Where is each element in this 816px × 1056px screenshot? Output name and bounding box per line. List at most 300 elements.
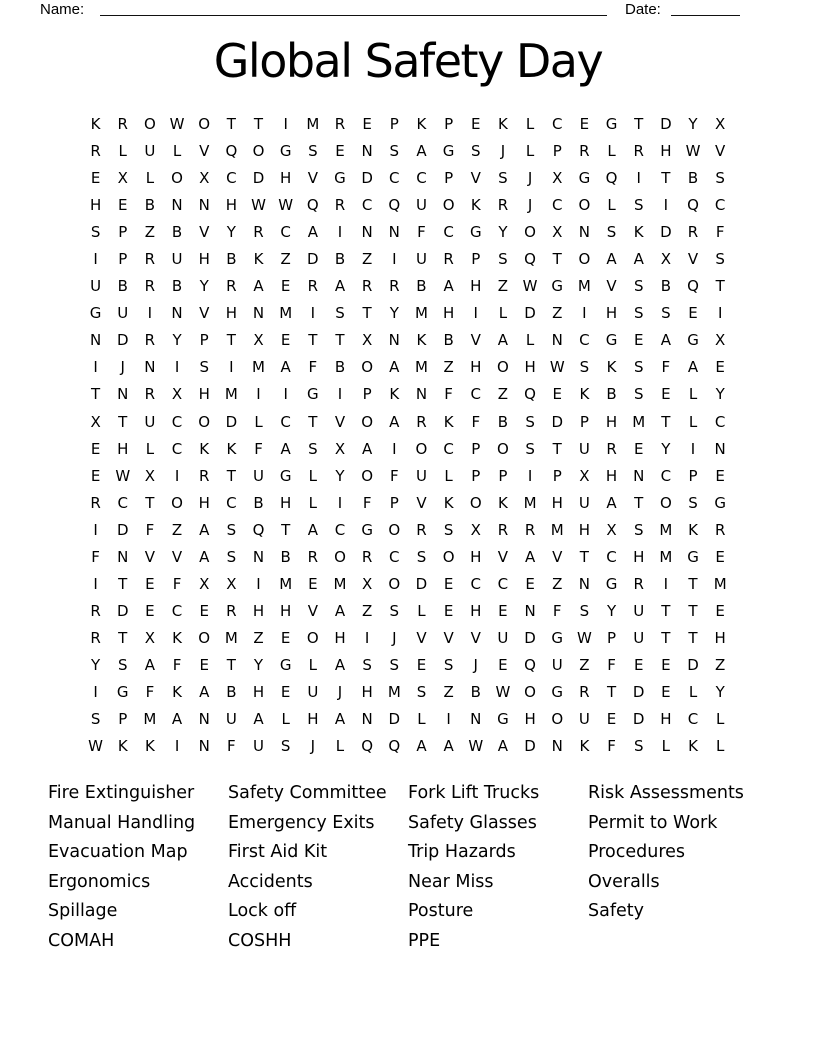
- grid-cell: H: [470, 277, 482, 296]
- grid-cell: W: [278, 196, 294, 215]
- grid-cell: M: [632, 412, 646, 431]
- grid-cell: K: [633, 223, 644, 242]
- grid-cell: E: [688, 304, 698, 323]
- grid-cell: H: [605, 466, 618, 485]
- grid-cell: H: [714, 628, 726, 647]
- grid-cell: P: [389, 493, 399, 512]
- grid-cell: F: [389, 466, 399, 485]
- grid-cell: N: [551, 737, 563, 756]
- grid-cell: K: [117, 737, 128, 756]
- grid-cell: S: [498, 250, 508, 269]
- grid-cell: R: [416, 520, 427, 539]
- grid-cell: C: [470, 385, 481, 404]
- grid-cell: A: [497, 737, 509, 756]
- grid-cell: U: [171, 250, 183, 269]
- grid-cell: L: [254, 412, 263, 431]
- grid-cell: N: [388, 331, 400, 350]
- grid-cell: F: [607, 655, 616, 674]
- grid-cell: X: [144, 628, 156, 647]
- grid-cell: S: [633, 520, 644, 539]
- grid-cell: B: [334, 358, 346, 377]
- grid-cell: S: [633, 358, 644, 377]
- grid-cell: H: [334, 628, 346, 647]
- grid-cell: G: [469, 223, 482, 242]
- grid-cell: T: [226, 466, 236, 485]
- grid-cell: A: [199, 520, 210, 539]
- grid-cell: I: [392, 250, 397, 269]
- grid-cell: F: [607, 737, 616, 756]
- grid-cell: Q: [524, 385, 536, 404]
- grid-cell: Y: [661, 439, 671, 458]
- grid-cell: H: [660, 142, 672, 161]
- grid-cell: Q: [388, 196, 401, 215]
- grid-cell: V: [416, 628, 427, 647]
- grid-cell: T: [552, 439, 562, 458]
- grid-cell: V: [171, 547, 183, 566]
- grid-cell: A: [606, 493, 617, 512]
- grid-cell: E: [525, 574, 535, 593]
- grid-cell: L: [607, 196, 616, 215]
- grid-cell: T: [308, 412, 318, 431]
- grid-cell: Z: [552, 304, 563, 323]
- grid-cell: D: [660, 223, 672, 242]
- grid-cell: L: [308, 466, 317, 485]
- grid-cell: S: [633, 277, 644, 296]
- grid-cell: O: [143, 115, 156, 134]
- grid-cell: K: [90, 115, 101, 134]
- grid-cell: E: [280, 331, 291, 350]
- grid-cell: H: [470, 547, 482, 566]
- grid-cell: U: [253, 737, 264, 756]
- grid-cell: J: [473, 655, 478, 674]
- grid-cell: C: [171, 601, 183, 620]
- grid-cell: O: [524, 223, 536, 242]
- grid-cell: Q: [605, 169, 618, 188]
- grid-cell: L: [444, 466, 453, 485]
- grid-cell: N: [578, 574, 590, 593]
- grid-cell: K: [606, 358, 617, 377]
- grid-cell: O: [524, 683, 536, 701]
- grid-cell: E: [633, 655, 644, 674]
- grid-cell: H: [252, 601, 265, 620]
- grid-cell: M: [550, 520, 564, 539]
- grid-cell: E: [606, 710, 617, 729]
- grid-cell: L: [308, 655, 317, 674]
- grid-cell: V: [470, 169, 481, 188]
- grid-cell: N: [171, 196, 183, 215]
- grid-cell: V: [552, 547, 563, 566]
- grid-cell: O: [388, 574, 401, 593]
- grid-cell: C: [714, 412, 726, 431]
- grid-cell: M: [659, 520, 673, 539]
- grid-cell: R: [226, 277, 237, 296]
- grid-cell: B: [660, 277, 671, 296]
- grid-cell: L: [281, 710, 290, 729]
- grid-cell: Z: [552, 574, 563, 593]
- grid-cell: Y: [606, 601, 617, 620]
- grid-cell: O: [361, 358, 374, 377]
- grid-cell: S: [633, 304, 644, 323]
- grid-cell: C: [551, 115, 563, 134]
- grid-cell: H: [225, 304, 237, 323]
- grid-cell: T: [606, 683, 617, 701]
- grid-cell: K: [226, 439, 237, 458]
- grid-cell: G: [605, 115, 618, 134]
- grid-cell: U: [415, 250, 427, 269]
- fill-in-header: [40, 0, 776, 20]
- grid-cell: A: [524, 547, 536, 566]
- grid-cell: X: [117, 169, 128, 188]
- grid-cell: E: [145, 574, 155, 593]
- grid-cell: K: [688, 737, 698, 756]
- grid-cell: Q: [687, 277, 699, 296]
- word-list-item: Safety Glasses: [408, 812, 537, 833]
- grid-cell: R: [144, 277, 156, 296]
- grid-cell: L: [688, 385, 698, 404]
- word-column: [408, 779, 539, 957]
- grid-cell: H: [198, 493, 210, 512]
- grid-cell: R: [443, 250, 454, 269]
- grid-cell: X: [90, 412, 101, 431]
- grid-cell: N: [361, 142, 373, 161]
- grid-cell: S: [389, 142, 400, 161]
- grid-cell: X: [253, 331, 264, 350]
- grid-cell: T: [661, 628, 671, 647]
- grid-cell: C: [443, 223, 454, 242]
- grid-cell: G: [687, 547, 699, 566]
- grid-cell: S: [688, 493, 698, 512]
- grid-cell: M: [659, 547, 673, 566]
- grid-cell: G: [307, 385, 319, 404]
- grid-cell: O: [442, 547, 455, 566]
- grid-cell: Y: [199, 277, 209, 296]
- grid-cell: C: [280, 412, 291, 431]
- grid-cell: O: [252, 142, 265, 161]
- grid-cell: A: [280, 439, 291, 458]
- grid-cell: T: [688, 601, 698, 620]
- word-list-item: Risk Assessments: [588, 783, 744, 803]
- grid-cell: R: [361, 547, 373, 566]
- grid-cell: R: [416, 412, 427, 431]
- grid-cell: A: [497, 331, 509, 350]
- grid-cell: I: [256, 574, 261, 593]
- grid-cell: Q: [252, 520, 265, 539]
- grid-cell: G: [687, 331, 699, 350]
- grid-cell: K: [579, 385, 590, 404]
- grid-cell: I: [717, 304, 723, 323]
- grid-cell: V: [416, 493, 427, 512]
- grid-cell: C: [361, 196, 373, 215]
- grid-cell: G: [497, 710, 509, 729]
- grid-cell: S: [443, 520, 454, 539]
- grid-cell: M: [414, 304, 428, 323]
- grid-cell: I: [256, 385, 261, 404]
- grid-cell: M: [414, 358, 428, 377]
- grid-cell: D: [225, 412, 238, 431]
- grid-cell: E: [552, 385, 562, 404]
- grid-cell: Z: [579, 655, 590, 674]
- grid-cell: K: [416, 115, 427, 134]
- grid-cell: R: [687, 223, 699, 242]
- word-list-item: PPE: [408, 930, 441, 951]
- grid-cell: A: [687, 358, 699, 377]
- word-list-item: Procedures: [588, 842, 686, 863]
- grid-cell: H: [524, 710, 536, 729]
- grid-cell: T: [90, 385, 101, 404]
- grid-cell: E: [579, 115, 590, 134]
- grid-cell: S: [633, 385, 644, 404]
- grid-cell: B: [144, 196, 156, 215]
- grid-cell: U: [415, 466, 427, 485]
- grid-cell: L: [525, 142, 535, 161]
- grid-cell: I: [663, 574, 669, 593]
- grid-cell: L: [498, 304, 508, 323]
- grid-cell: E: [661, 385, 671, 404]
- grid-cell: H: [280, 601, 292, 620]
- grid-cell: B: [606, 385, 617, 404]
- grid-cell: E: [471, 115, 481, 134]
- grid-cell: P: [118, 223, 128, 242]
- grid-cell: U: [578, 439, 590, 458]
- grid-cell: H: [280, 493, 292, 512]
- grid-cell: S: [633, 737, 644, 756]
- grid-cell: H: [633, 547, 645, 566]
- word-list-item: Spillage: [48, 901, 118, 922]
- word-column: [228, 779, 387, 957]
- grid-cell: M: [387, 683, 401, 701]
- word-list-item: Accidents: [228, 871, 313, 892]
- grid-cell: U: [144, 142, 156, 161]
- grid-cell: X: [470, 520, 481, 539]
- grid-cell: C: [334, 520, 346, 539]
- grid-cell: O: [334, 547, 346, 566]
- grid-cell: E: [443, 601, 454, 620]
- date-fill-line: [671, 15, 740, 16]
- grid-cell: O: [659, 493, 672, 512]
- grid-cell: H: [117, 439, 129, 458]
- grid-cell: R: [90, 493, 101, 512]
- grid-cell: O: [361, 412, 374, 431]
- word-list-item: Trip Hazards: [408, 842, 516, 863]
- grid-cell: C: [687, 710, 699, 729]
- grid-cell: L: [525, 115, 535, 134]
- grid-cell: W: [251, 196, 266, 215]
- grid-cell: C: [171, 412, 183, 431]
- grid-cell: X: [199, 574, 210, 593]
- grid-cell: Q: [524, 250, 536, 269]
- grid-cell: Y: [688, 115, 698, 134]
- grid-cell: O: [361, 466, 374, 485]
- grid-cell: X: [199, 169, 210, 188]
- grid-cell: X: [579, 466, 590, 485]
- grid-cell: I: [337, 223, 343, 242]
- grid-cell: W: [169, 115, 185, 134]
- grid-cell: U: [117, 304, 129, 323]
- grid-cell: N: [361, 223, 373, 242]
- grid-cell: H: [605, 304, 618, 323]
- word-list-item: Near Miss: [408, 871, 494, 892]
- grid-cell: R: [606, 439, 617, 458]
- grid-cell: M: [523, 493, 537, 512]
- grid-cell: T: [661, 601, 671, 620]
- grid-cell: S: [226, 547, 237, 566]
- grid-cell: R: [198, 466, 210, 485]
- grid-cell: E: [308, 574, 318, 593]
- word-list-item: Safety Committee: [228, 783, 387, 803]
- grid-cell: S: [226, 520, 237, 539]
- grid-cell: T: [661, 169, 671, 188]
- grid-cell: U: [253, 466, 264, 485]
- grid-cell: P: [444, 115, 454, 134]
- grid-cell: E: [90, 169, 101, 188]
- grid-cell: R: [579, 683, 590, 701]
- grid-cell: N: [578, 223, 590, 242]
- grid-cell: T: [118, 574, 128, 593]
- grid-cell: C: [226, 169, 237, 188]
- word-list-item: Fire Extinguisher: [48, 783, 195, 803]
- grid-cell: O: [415, 439, 428, 458]
- grid-cell: M: [577, 277, 591, 296]
- grid-cell: S: [715, 250, 725, 269]
- word-list-item: Lock off: [228, 901, 297, 922]
- grid-cell: P: [498, 466, 508, 485]
- grid-cell: X: [715, 115, 726, 134]
- grid-cell: V: [144, 547, 156, 566]
- grid-cell: H: [578, 520, 591, 539]
- grid-cell: N: [551, 331, 563, 350]
- grid-cell: E: [715, 547, 725, 566]
- grid-cell: S: [416, 683, 427, 701]
- grid-cell: J: [527, 196, 533, 215]
- grid-cell: U: [497, 628, 509, 647]
- grid-cell: G: [551, 628, 564, 647]
- grid-cell: P: [552, 466, 562, 485]
- grid-cell: F: [661, 358, 671, 377]
- grid-cell: U: [551, 655, 563, 674]
- grid-cell: R: [253, 223, 264, 242]
- grid-cell: M: [306, 115, 320, 134]
- grid-cell: N: [524, 601, 536, 620]
- grid-cell: J: [310, 737, 316, 756]
- grid-cell: A: [253, 277, 264, 296]
- grid-cell: D: [524, 737, 536, 756]
- grid-cell: I: [174, 466, 180, 485]
- name-fill-line: [100, 15, 607, 16]
- grid-cell: Z: [443, 683, 454, 701]
- grid-cell: R: [524, 520, 536, 539]
- grid-cell: S: [471, 142, 481, 161]
- word-list-item: Manual Handling: [48, 812, 196, 833]
- grid-cell: M: [279, 304, 293, 323]
- grid-cell: R: [226, 601, 237, 620]
- grid-cell: E: [145, 601, 155, 620]
- grid-cell: Z: [362, 250, 373, 269]
- grid-cell: E: [362, 115, 372, 134]
- grid-cell: L: [715, 737, 725, 756]
- date-label: Date:: [625, 1, 661, 18]
- grid-cell: G: [279, 466, 292, 485]
- grid-cell: W: [495, 683, 511, 701]
- grid-cell: L: [715, 710, 725, 729]
- grid-cell: J: [500, 142, 506, 161]
- grid-cell: F: [552, 601, 562, 620]
- grid-cell: O: [442, 196, 455, 215]
- grid-cell: S: [308, 142, 318, 161]
- grid-cell: V: [199, 304, 210, 323]
- grid-cell: U: [225, 710, 237, 729]
- grid-cell: A: [307, 223, 318, 242]
- grid-cell: R: [361, 277, 373, 296]
- grid-cell: B: [334, 250, 346, 269]
- grid-cell: D: [388, 710, 401, 729]
- grid-cell: T: [715, 277, 725, 296]
- grid-cell: O: [388, 520, 401, 539]
- grid-cell: E: [199, 655, 209, 674]
- word-column: [588, 779, 744, 927]
- grid-cell: A: [307, 520, 318, 539]
- grid-cell: S: [90, 710, 101, 729]
- grid-cell: U: [633, 601, 645, 620]
- grid-cell: H: [361, 683, 373, 701]
- grid-cell: W: [549, 358, 565, 377]
- grid-cell: M: [333, 574, 347, 593]
- grid-cell: M: [224, 385, 238, 404]
- grid-cell: X: [362, 574, 373, 593]
- grid-cell: X: [552, 223, 563, 242]
- grid-cell: S: [416, 547, 427, 566]
- grid-cell: S: [117, 655, 128, 674]
- grid-cell: E: [498, 655, 508, 674]
- grid-cell: E: [443, 574, 454, 593]
- grid-cell: Q: [388, 737, 401, 756]
- grid-cell: Z: [362, 601, 373, 620]
- grid-cell: E: [715, 601, 725, 620]
- grid-cell: Q: [361, 737, 374, 756]
- grid-cell: K: [443, 412, 454, 431]
- grid-cell: Y: [335, 466, 345, 485]
- grid-cell: Y: [389, 304, 399, 323]
- grid-cell: L: [607, 142, 616, 161]
- grid-cell: I: [283, 115, 288, 134]
- word-list-item: First Aid Kit: [228, 842, 328, 863]
- word-list-item: Permit to Work: [588, 812, 718, 833]
- grid-cell: B: [280, 547, 291, 566]
- grid-cell: E: [90, 439, 101, 458]
- grid-cell: I: [229, 358, 234, 377]
- grid-cell: Q: [306, 196, 319, 215]
- grid-cell: V: [715, 142, 726, 161]
- grid-cell: T: [308, 331, 318, 350]
- grid-cell: A: [334, 277, 346, 296]
- grid-cell: A: [416, 142, 427, 161]
- grid-cell: F: [471, 412, 481, 431]
- grid-cell: F: [308, 358, 318, 377]
- grid-cell: E: [280, 628, 291, 647]
- grid-cell: C: [171, 439, 183, 458]
- grid-cell: T: [226, 115, 236, 134]
- grid-cell: P: [688, 466, 698, 485]
- grid-cell: K: [579, 737, 590, 756]
- grid-cell: C: [117, 493, 128, 512]
- grid-cell: C: [714, 196, 726, 215]
- grid-cell: N: [415, 385, 428, 404]
- grid-cell: N: [117, 385, 129, 404]
- grid-cell: A: [334, 710, 346, 729]
- grid-cell: O: [497, 358, 509, 377]
- grid-cell: S: [661, 304, 671, 323]
- grid-cell: O: [578, 250, 591, 269]
- grid-cell: F: [417, 223, 426, 242]
